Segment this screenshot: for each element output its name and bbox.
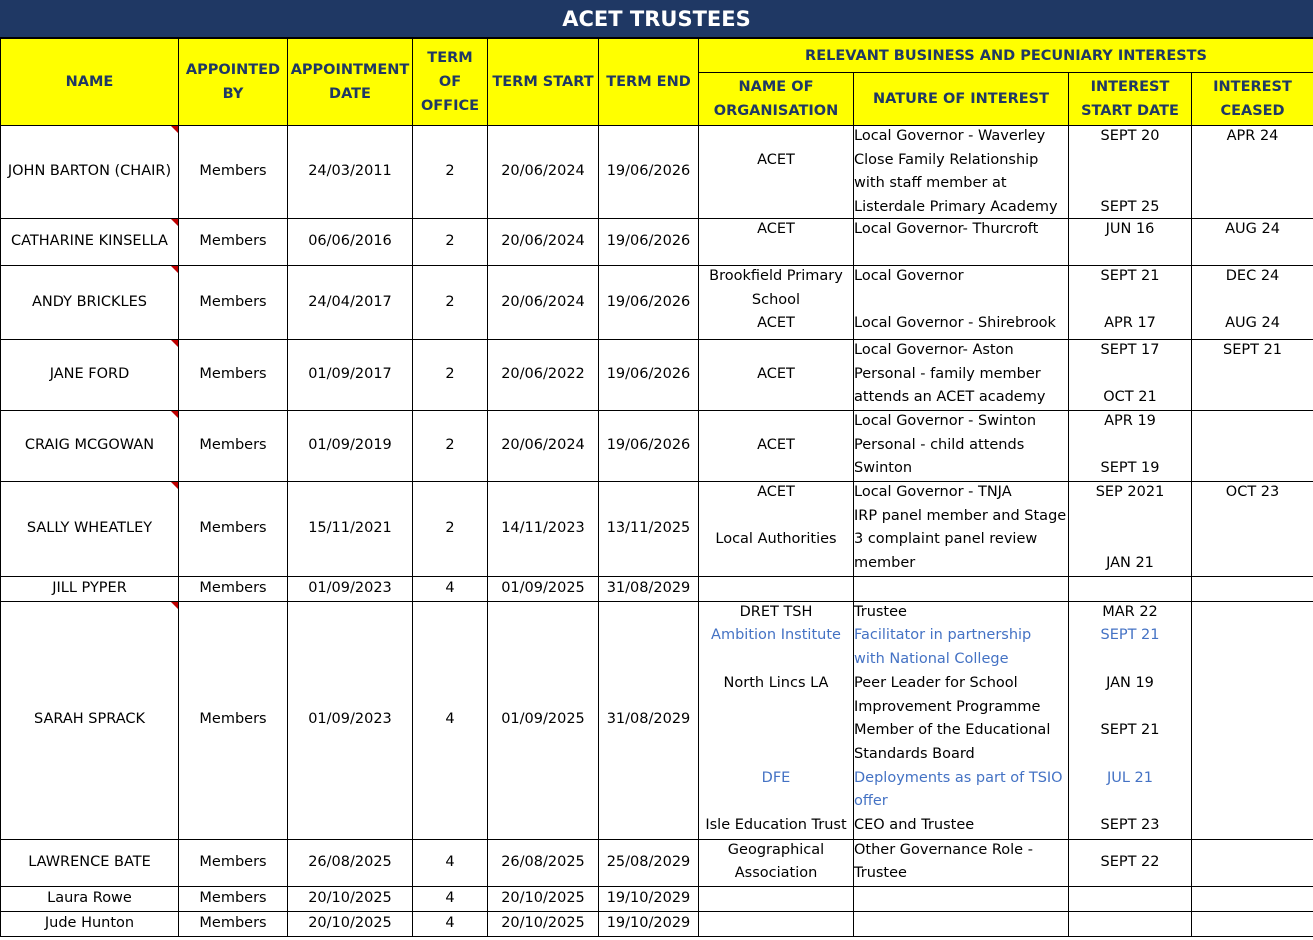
nature-of-interest-line: Personal - child attends [854,436,1025,453]
term-of-office: 4 [445,580,455,596]
comment-indicator-icon[interactable] [171,266,178,273]
appointed-by: Members [199,293,267,310]
interest-start-date-cell [1069,839,1192,886]
nature-of-interest-line: Local Governor- Aston [854,342,1014,358]
header-line: INTEREST [1213,79,1292,96]
nature-of-interest-line: with staff member at [854,175,1007,192]
appointment-date-cell [288,911,413,936]
appointed-by: Members [199,580,267,596]
header-line: OF [438,74,462,90]
term-end: 19/10/2029 [606,889,691,906]
appointed-by-cell [179,126,288,219]
sheet-title: ACET TRUSTEES [0,0,1313,38]
term-start: 14/11/2023 [501,520,585,537]
appointment-date-cell [288,601,413,839]
term-end-cell [599,601,699,839]
appointment-date: 20/10/2025 [308,914,392,931]
interest-start-date-line: SEPT 17 [1100,342,1160,358]
term-of-office: 2 [445,293,455,310]
nature-of-interest-line: offer [854,793,888,810]
interest-ceased-line: OCT 23 [1225,484,1280,500]
nature-of-interest-line: Improvement Programme [854,698,1041,715]
interest-start-date-line: OCT 21 [1103,389,1157,406]
term-of-office: 4 [445,853,455,870]
nature-of-interest-line: Personal - family member [854,365,1041,382]
term-start: 20/06/2024 [501,233,585,250]
interest-ceased-cell [1192,219,1313,266]
interest-start-date-line: SEPT 22 [1100,853,1160,870]
nature-of-interest-line: Swinton [854,460,913,477]
trustees-table [0,38,1313,937]
table-row [1,219,1313,266]
table-row [1,411,1313,482]
header-line: CEASED [1220,103,1285,120]
header-nature-of-interest [854,73,1069,126]
header-name [1,39,179,126]
interest-ceased-cell [1192,126,1313,219]
header-line: START DATE [1081,103,1179,120]
term-end: 31/08/2029 [606,580,691,596]
interest-start-date-line: SEP 2021 [1095,484,1165,500]
term-of-office: 2 [445,366,455,383]
interest-start-date-cell [1069,601,1192,839]
term-end-cell [599,126,699,219]
organisation-cell [699,601,854,839]
organisation-line: Geographical [727,841,825,858]
appointment-date: 06/06/2016 [308,233,392,250]
term-start: 20/06/2022 [501,366,585,383]
organisation-line: Local Authorities [715,531,837,548]
term-of-office: 4 [445,711,455,728]
nature-of-interest-line: attends an ACET academy [854,389,1046,406]
term-end: 19/06/2026 [606,163,691,180]
appointment-date: 24/03/2011 [308,163,392,180]
trustee-name: JILL PYPER [52,580,127,596]
interest-start-date-line: SEPT 19 [1100,460,1160,477]
organisation-line: DFE [761,769,791,786]
trustee-name-cell [1,266,179,340]
trustee-name-cell [1,839,179,886]
trustee-name: LAWRENCE BATE [28,853,151,870]
organisation-cell [699,577,854,602]
term-start: 20/06/2024 [501,163,585,180]
appointment-date-cell [288,886,413,911]
term-start-cell [488,411,599,482]
appointment-date: 01/09/2019 [308,437,392,454]
interest-start-date-cell [1069,266,1192,340]
term-start-cell [488,219,599,266]
organisation-cell [699,340,854,411]
organisation-line: DRET TSH [739,603,813,620]
nature-of-interest-cell [854,266,1069,340]
header-line: DATE [329,86,371,102]
interest-start-date-cell [1069,482,1192,577]
organisation-line: ACET [757,436,795,453]
term-start-cell [488,839,599,886]
nature-of-interest-line: IRP panel member and Stage [854,507,1067,524]
appointment-date-cell [288,577,413,602]
appointment-date: 15/11/2021 [308,520,392,537]
table-row [1,266,1313,340]
nature-of-interest-line: Listerdale Primary Academy [854,199,1058,216]
header-organisation [699,73,854,126]
term-start: 26/08/2025 [501,853,585,870]
term-end: 19/10/2029 [606,914,691,931]
appointment-date-cell [288,266,413,340]
term-of-office-cell [413,577,488,602]
header-line: ORGANISATION [713,103,839,120]
term-of-office-cell [413,411,488,482]
interest-start-date-line: JAN 21 [1106,555,1154,572]
organisation-cell [699,886,854,911]
trustee-name-cell [1,340,179,411]
organisation-cell [699,219,854,266]
interest-start-date-line: JUL 21 [1106,769,1154,786]
term-start: 20/10/2025 [501,889,585,906]
organisation-line: ACET [757,315,795,332]
header-appointed-by [179,39,288,126]
interest-ceased-cell [1192,482,1313,577]
appointment-date: 24/04/2017 [308,293,392,310]
term-end-cell [599,340,699,411]
trustee-name: Laura Rowe [47,889,132,906]
table-body [1,126,1313,937]
header-line: TERM [427,50,473,66]
organisation-line: Ambition Institute [711,627,841,644]
trustee-name-cell [1,911,179,936]
header-line: APPOINTMENT [290,62,410,78]
header-line: TERM START [492,74,594,90]
term-of-office-cell [413,266,488,340]
term-start-cell [488,482,599,577]
header-line: TERM END [606,74,691,90]
organisation-line: ACET [757,151,795,168]
trustee-name: JOHN BARTON (CHAIR) [7,163,172,180]
term-of-office: 2 [445,163,455,180]
term-end: 19/06/2026 [606,293,691,310]
trustee-name-cell [1,482,179,577]
nature-of-interest-line: Member of the Educational [854,722,1051,739]
appointment-date-cell [288,126,413,219]
interest-start-date-line: MAR 22 [1102,603,1158,620]
interest-start-date-cell [1069,126,1192,219]
term-of-office: 4 [445,889,455,906]
term-start: 20/10/2025 [501,914,585,931]
term-end-cell [599,266,699,340]
appointment-date-cell [288,482,413,577]
organisation-line: Brookfield Primary [709,268,843,284]
appointed-by-cell [179,219,288,266]
term-start-cell [488,266,599,340]
term-of-office-cell [413,886,488,911]
term-end: 19/06/2026 [606,366,691,383]
nature-of-interest-line: with National College [854,651,1009,668]
interest-start-date-line: JUN 16 [1105,221,1155,237]
header-interest-ceased [1192,73,1313,126]
header-term-start [488,39,599,126]
term-end-cell [599,482,699,577]
term-start-cell [488,886,599,911]
interest-start-date-cell [1069,886,1192,911]
nature-of-interest-line: Trustee [854,603,907,620]
appointed-by: Members [199,853,267,870]
trustee-name: CRAIG MCGOWAN [24,437,155,454]
interest-start-date-line: JAN 19 [1106,674,1154,691]
term-end: 19/06/2026 [606,437,691,454]
appointed-by-cell [179,911,288,936]
nature-of-interest-line: Close Family Relationship [854,151,1039,168]
appointment-date-cell [288,839,413,886]
interest-ceased-line: SEPT 21 [1223,342,1283,358]
appointment-date: 01/09/2017 [308,366,392,383]
organisation-line: ACET [757,221,795,237]
table-row [1,839,1313,886]
interest-ceased-line: APR 24 [1226,128,1279,144]
header-interest-start-date [1069,73,1192,126]
nature-of-interest-line: CEO and Trustee [854,817,975,833]
term-start-cell [488,911,599,936]
term-end: 31/08/2029 [606,711,691,728]
interest-ceased-line: AUG 24 [1225,315,1280,332]
term-end: 25/08/2029 [606,853,691,870]
header-line: BY [222,86,244,102]
term-start-cell [488,340,599,411]
interest-start-date-line: SEPT 21 [1100,722,1160,739]
nature-of-interest-cell [854,340,1069,411]
header-line: OFFICE [420,98,480,114]
comment-indicator-icon[interactable] [171,602,178,609]
interest-start-date-line: SEPT 25 [1100,199,1160,216]
trustee-name-cell [1,219,179,266]
header-line: NATURE OF INTEREST [872,91,1050,108]
trustee-name: JANE FORD [49,366,130,383]
organisation-cell [699,126,854,219]
header-term-of-office [413,39,488,126]
header-line: NAME OF [738,79,814,96]
term-of-office-cell [413,839,488,886]
organisation-cell [699,839,854,886]
header-appointment-date [288,39,413,126]
appointed-by-cell [179,266,288,340]
nature-of-interest-line: Deployments as part of TSIO [854,769,1063,786]
term-end-cell [599,911,699,936]
interest-start-date-line: SEPT 21 [1100,268,1160,284]
interest-ceased-cell [1192,886,1313,911]
organisation-line: School [751,291,801,308]
trustee-name-cell [1,126,179,219]
term-end-cell [599,886,699,911]
appointment-date: 20/10/2025 [308,889,392,906]
comment-indicator-icon[interactable] [171,411,178,418]
appointed-by-cell [179,340,288,411]
nature-of-interest-line: Standards Board [854,745,975,762]
appointment-date: 26/08/2025 [308,853,392,870]
appointed-by-cell [179,411,288,482]
appointed-by-cell [179,839,288,886]
interest-ceased-cell [1192,266,1313,340]
nature-of-interest-line: 3 complaint panel review [854,531,1038,548]
nature-of-interest-cell [854,219,1069,266]
table-row [1,577,1313,602]
trustee-name: SALLY WHEATLEY [26,520,153,537]
appointed-by: Members [199,889,267,906]
term-start: 01/09/2025 [501,711,585,728]
nature-of-interest-cell [854,911,1069,936]
appointed-by: Members [199,711,267,728]
trustee-name-cell [1,411,179,482]
nature-of-interest-line: Trustee [854,865,907,882]
term-end-cell [599,577,699,602]
term-end-cell [599,411,699,482]
term-of-office-cell [413,482,488,577]
appointed-by: Members [199,914,267,931]
term-end-cell [599,219,699,266]
organisation-cell [699,411,854,482]
term-of-office-cell [413,911,488,936]
nature-of-interest-line: Local Governor- Thurcroft [854,221,1039,237]
interest-ceased-cell [1192,839,1313,886]
term-of-office-cell [413,340,488,411]
appointment-date: 01/09/2023 [308,711,392,728]
term-end: 13/11/2025 [606,520,691,537]
appointment-date-cell [288,340,413,411]
interest-start-date-cell [1069,219,1192,266]
organisation-cell [699,482,854,577]
appointed-by: Members [199,163,267,180]
header-line: INTEREST [1090,79,1170,96]
interest-start-date-line: SEPT 21 [1100,627,1160,644]
nature-of-interest-cell [854,482,1069,577]
table-row [1,482,1313,577]
appointed-by: Members [199,233,267,250]
organisation-line: ACET [757,484,795,500]
table-row [1,886,1313,911]
nature-of-interest-line: Other Governance Role - [854,841,1033,858]
term-start-cell [488,601,599,839]
term-start-cell [488,577,599,602]
interest-ceased-cell [1192,911,1313,936]
table-row [1,126,1313,219]
comment-indicator-icon[interactable] [171,340,178,347]
term-end-cell [599,839,699,886]
term-of-office-cell [413,219,488,266]
nature-of-interest-cell [854,126,1069,219]
appointed-by-cell [179,886,288,911]
nature-of-interest-line: Local Governor - TNJA [854,484,1012,500]
table-row [1,601,1313,839]
organisation-cell [699,911,854,936]
interest-start-date-line: APR 19 [1104,413,1156,429]
organisation-cell [699,266,854,340]
header-line: NAME [65,74,114,90]
interest-ceased-line: AUG 24 [1225,221,1280,237]
nature-of-interest-cell [854,886,1069,911]
organisation-line: ACET [757,365,795,382]
nature-of-interest-line: Facilitator in partnership [854,627,1032,644]
interest-start-date-cell [1069,577,1192,602]
nature-of-interest-line: Local Governor - Shirebrook [854,315,1056,332]
organisation-line: North Lincs LA [723,674,829,691]
interest-ceased-cell [1192,577,1313,602]
appointed-by: Members [199,437,267,454]
trustee-name-cell [1,601,179,839]
table-row [1,911,1313,936]
appointed-by-cell [179,577,288,602]
appointed-by: Members [199,366,267,383]
comment-indicator-icon[interactable] [171,219,178,226]
term-start: 01/09/2025 [501,580,585,596]
comment-indicator-icon[interactable] [171,126,178,133]
appointment-date-cell [288,411,413,482]
organisation-line: Isle Education Trust [705,817,847,833]
term-of-office: 4 [445,914,455,931]
nature-of-interest-line: Local Governor [854,268,964,284]
appointment-date-cell [288,219,413,266]
appointment-date: 01/09/2023 [308,580,392,596]
trustee-name: ANDY BRICKLES [32,293,147,310]
comment-indicator-icon[interactable] [171,482,178,489]
organisation-line: Association [734,865,818,882]
appointed-by-cell [179,482,288,577]
nature-of-interest-line: Local Governor - Waverley [854,128,1046,144]
trustee-name-cell [1,577,179,602]
term-of-office-cell [413,601,488,839]
trustee-name: Jude Hunton [44,914,135,931]
term-of-office: 2 [445,437,455,454]
appointed-by: Members [199,520,267,537]
header-term-end [599,39,699,126]
nature-of-interest-line: Peer Leader for School [854,674,1018,691]
interest-start-date-line: SEPT 20 [1100,128,1160,144]
nature-of-interest-cell [854,577,1069,602]
interest-ceased-line: DEC 24 [1225,268,1280,284]
term-start: 20/06/2024 [501,293,585,310]
trustee-name-cell [1,886,179,911]
nature-of-interest-line: member [854,555,916,572]
trustee-name: CATHARINE KINSELLA [11,233,168,250]
nature-of-interest-cell [854,839,1069,886]
interest-ceased-cell [1192,601,1313,839]
interest-start-date-line: APR 17 [1104,315,1156,332]
interest-ceased-cell [1192,340,1313,411]
nature-of-interest-line: Local Governor - Swinton [854,413,1037,429]
header-line: APPOINTED [185,62,281,78]
term-end: 19/06/2026 [606,233,691,250]
table-row [1,340,1313,411]
interest-ceased-cell [1192,411,1313,482]
term-of-office-cell [413,126,488,219]
interest-start-date-cell [1069,911,1192,936]
interest-start-date-cell [1069,411,1192,482]
interest-start-date-line: SEPT 23 [1100,817,1160,833]
term-start-cell [488,126,599,219]
term-start: 20/06/2024 [501,437,585,454]
header-interests-group: RELEVANT BUSINESS AND PECUNIARY INTERESTS [699,39,1313,73]
nature-of-interest-cell [854,601,1069,839]
trustee-name: SARAH SPRACK [33,711,146,728]
interest-start-date-cell [1069,340,1192,411]
term-of-office: 2 [445,233,455,250]
term-of-office: 2 [445,520,455,537]
nature-of-interest-cell [854,411,1069,482]
appointed-by-cell [179,601,288,839]
